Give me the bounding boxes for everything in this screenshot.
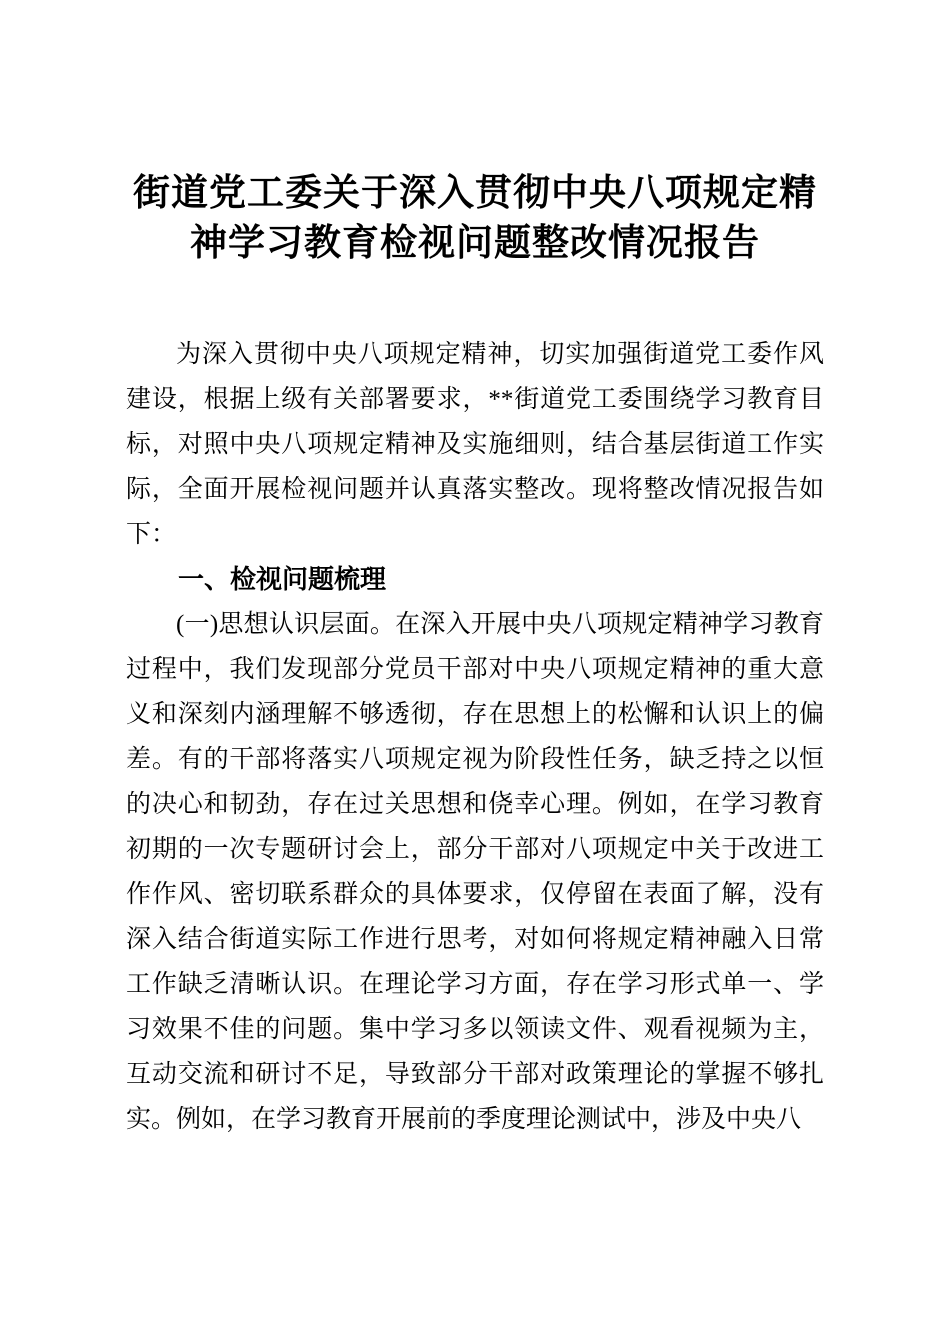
section-heading: 一、检视问题梳理 <box>178 564 387 594</box>
section-paragraph: (一)思想认识层面。在深入开展中央八项规定精神学习教育过程中，我们发现部分党员干部对中央八项规定精神的重大意义和深刻内涵理解不够透彻，存在思想上的松懈和认识上的偏差。有的干部将落实八项规定视为阶段性任务，缺乏持之以恒的决心和韧劲，存在过关思想和侥幸心理。例如，在学习教育初期的一次专题研讨会上，部分干部对八项规定中关于改进工作作风、密切联系群众的具体要求，仅停留在表面了解，没有深入结合街道实际工作进行思考，对如何将规定精神融入日常工作缺乏清晰认识。在理论学习方面，存在学习形式单一、学习效果不佳的问题。集中学习多以领读文件、观看视频为主，互动交流和研讨不足，导致部分干部对政策理论的掌握不够扎实。例如，在学习教育开展前的季度理论测试中，涉及中央八 <box>126 611 824 1133</box>
document-title: 街道党工委关于深入贯彻中央八项规定精神学习教育检视问题整改情况报告 <box>133 172 817 263</box>
intro-paragraph: 为深入贯彻中央八项规定精神，切实加强街道党工委作风建设，根据上级有关部署要求，**街道党工委围绕学习教育目标，对照中央八项规定精神及实施细则，结合基层街道工作实际，全面开展检视问题并认真落实整改。现将整改情况报告如下： <box>126 341 824 548</box>
